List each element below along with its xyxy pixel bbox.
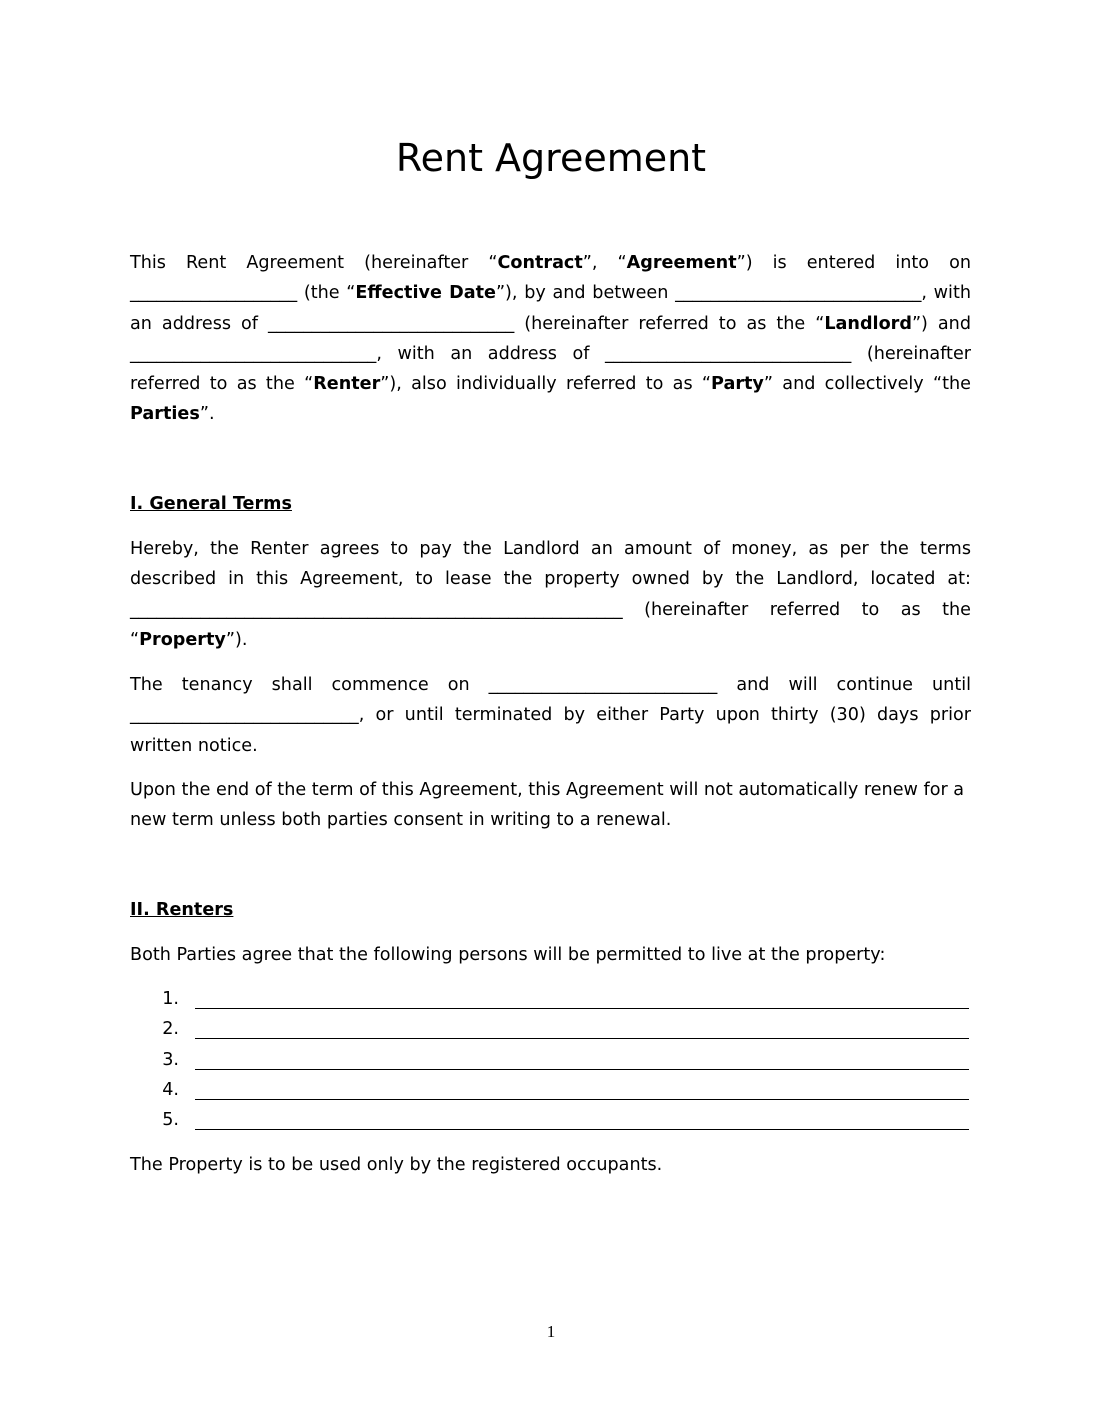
renters-list-item — [130, 984, 971, 1014]
blank-line — [195, 1069, 969, 1070]
intro-text-7: ” and collectively “the — [763, 374, 971, 395]
intro-text-5: ”) and ____________________________, with an address of ____________________________ (hereinafter referred to as the “ — [130, 313, 971, 395]
property-text-2: ”). — [225, 629, 248, 650]
renters-list-item — [130, 1075, 971, 1105]
section-heading-general-terms: I. General Terms — [130, 494, 292, 514]
list-number: 4. — [162, 1079, 179, 1100]
property-text-1: Hereby, the Renter agrees to pay the Landlord an amount of money, as per the terms described in this Agreement, to lease the property owned by the Landlord, located at: ________________________________________________________ (hereinafter referred to as the “ — [130, 539, 971, 650]
intro-text-4: ”), by and between ____________________________, with an address of ____________________________ (hereinafter referred to as the “ — [130, 283, 971, 334]
intro-text-3: ”) is entered into on ___________________ (the “ — [130, 253, 971, 304]
document-title: Rent Agreement — [395, 136, 707, 180]
renters-list-item — [130, 1045, 971, 1075]
general-terms-paragraph-tenancy: The tenancy shall commence on __________________________ and will continue until __________________________, or until terminated by either Party upon thirty (30) days prior written notice. — [130, 675, 971, 756]
blank-line — [195, 1038, 969, 1039]
page-number: 1 — [546, 1322, 556, 1341]
list-number: 1. — [162, 989, 179, 1009]
term-renter: Renter — [313, 374, 381, 395]
term-effective-date: Effective Date — [355, 283, 496, 304]
blank-line — [195, 1099, 969, 1100]
renters-intro-paragraph: Both Parties agree that the following persons will be permitted to live at the property: — [130, 945, 886, 965]
renters-list-item — [130, 1105, 971, 1135]
blank-line — [195, 1008, 969, 1009]
renters-list-item — [130, 1014, 971, 1044]
renters-closing-paragraph: The Property is to be used only by the registered occupants. — [130, 1155, 663, 1175]
term-landlord: Landlord — [824, 313, 912, 334]
general-terms-paragraph-property — [130, 534, 971, 655]
list-number: 5. — [162, 1110, 179, 1131]
blank-line — [195, 1129, 969, 1130]
renters-list — [130, 984, 971, 1135]
term-parties: Parties — [130, 404, 200, 425]
intro-text-6: ”), also individually referred to as “ — [380, 374, 712, 395]
list-number: 2. — [162, 1019, 179, 1040]
term-party: Party — [711, 374, 764, 395]
section-heading-renters: II. Renters — [130, 900, 234, 920]
intro-paragraph — [130, 248, 971, 430]
term-agreement: Agreement — [626, 253, 737, 273]
intro-text-2: ”, “ — [582, 253, 627, 273]
term-property: Property — [139, 629, 226, 650]
term-contract: Contract — [497, 253, 583, 273]
intro-text-8: ”. — [199, 404, 215, 425]
list-number: 3. — [162, 1049, 179, 1070]
general-terms-paragraph-renewal: Upon the end of the term of this Agreement, this Agreement will not automatically renew for a new term unless both parties consent in writing to a renewal. — [130, 780, 965, 831]
intro-text-1: This Rent Agreement (hereinafter “ — [130, 253, 498, 273]
